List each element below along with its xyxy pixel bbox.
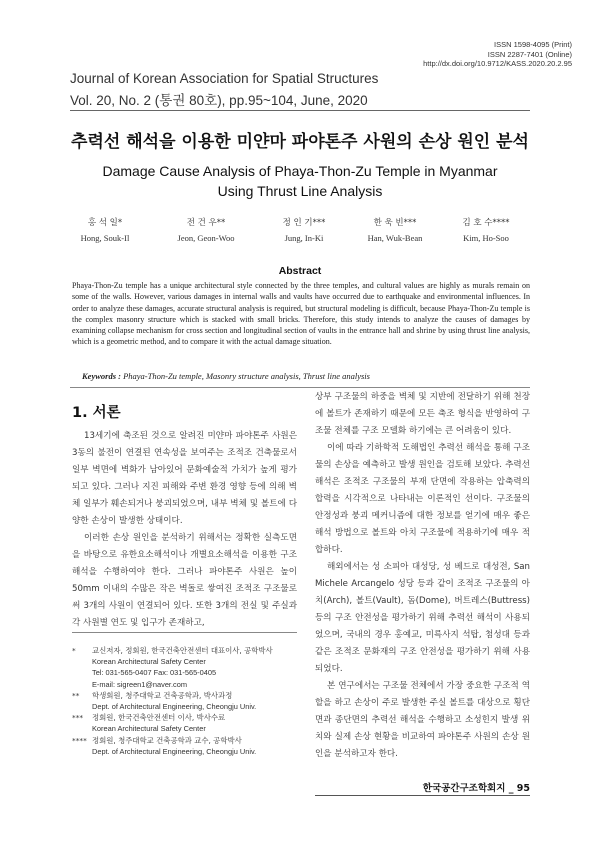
journal-issue: Vol. 20, No. 2 (통권 80호), pp.95~104, June, 2020: [70, 93, 368, 108]
footnote-line: Korean Architectural Safety Center: [92, 724, 206, 734]
issn-block: [423, 40, 572, 69]
paper-title-english-line1: Damage Cause Analysis of Phaya-Thon-Zu Temple in Myanmar: [102, 163, 498, 179]
body-paragraph: 본 연구에서는 구조물 전체에서 가장 중요한 구조적 역할을 하고 손상이 주로 발생한 주실 볼트를 대상으로 횡단면과 종단면의 추력선 해석을 수행하고 소성힌지 발생 위치와 실제 손상 현황을 비교하여 파야톤주 사원의 손상 원인을 분석하고자 한다.: [315, 681, 530, 759]
body-paragraph: 이러한 손상 원인을 분석하기 위해서는 정확한 실측도면을 바탕으로 유한요소해석이나 개별요소해석을 이용한 구조 해석을 수행하여야 한다. 그러나 파야톤주 사원은 높이 50mm 이내의 수많은 작은 벽돌로 쌓여진 조적조 구조물로써 3개의 사원이 연결되어 있다. 또한 3개의 전실 및 주실과 각 사원별 연도 및 입구가 존재하고,: [72, 533, 297, 628]
body-column-left: [72, 428, 297, 632]
abstract-heading: Abstract: [278, 265, 322, 277]
body-paragraph: 해외에서는 성 소피아 대성당, 성 베드로 대성전, San Michele Arcangelo 성당 등과 같이 조적조 구조물의 아치(Arch), 볼트(Vault), 돔(Dome), 버트레스(Buttress) 등의 구조 안전성을 평가하기 위해 추력선 해석이 사용되었으며, 국내의 경우 홍예교, 미륵사지 석탑, 첨성대 등과 같은 조적조 문화재의 구조 안전성을 평가하기 위해 사용되었다.: [315, 562, 530, 674]
footnote-1: [72, 645, 302, 690]
author-1: [55, 216, 155, 243]
author-name-en: Han, Wuk-Bean: [367, 233, 423, 243]
footnote-line: Dept. of Architectural Engineering, Cheongju Univ.: [92, 746, 257, 756]
author-4: [345, 216, 445, 243]
footnotes: [72, 645, 302, 757]
author-name-en: Jeon, Geon-Woo: [177, 233, 235, 243]
doi-link[interactable]: http://dx.doi.org/10.9712/KASS.2020.20.2.95: [423, 59, 572, 68]
page-footer: 한국공간구조학회지 _ 95: [422, 783, 530, 794]
author-5: [436, 216, 536, 243]
paper-title-english-line2: Using Thrust Line Analysis: [217, 183, 383, 199]
author-2: [156, 216, 256, 243]
page-number: 95: [516, 783, 530, 794]
author-name-ko: 김 호 수****: [462, 218, 510, 228]
body-paragraph: 13세기에 축조된 것으로 알려진 미얀마 파야톤주 사원은 3동의 불전이 연결된 연속성을 보여주는 조적조 건축물로서 일부 벽면에 벽화가 남아있어 문화예술적 가치가 높게 평가되고 있다. 그러나 지진 피해와 주변 환경 영향 등에 의해 벽체 일부가 훼손되거나 붕괴되었으며, 내부 벽체 및 볼트에 다양한 손상이 발생한 상태이다.: [72, 431, 297, 526]
footnote-divider: [72, 632, 297, 633]
section-heading-introduction: 1. 서론: [72, 405, 121, 421]
footnote-mark: *: [72, 646, 76, 655]
keywords-divider: [70, 387, 530, 388]
author-name-ko: 홍 석 일*: [87, 218, 123, 228]
footnote-mark: **: [72, 690, 80, 700]
author-name-ko: 정 인 기***: [282, 218, 326, 228]
footnote-line: Tel: 031-565-0407 Fax: 031-565-0405: [92, 668, 217, 678]
footnote-3: [72, 712, 302, 734]
footnote-line: 정회원, 청주대학교 건축공학과 교수, 공학박사: [92, 735, 242, 745]
footnote-line: 학생회원, 청주대학교 건축공학과, 박사과정: [92, 690, 233, 700]
footer-divider: [315, 795, 530, 796]
issn-online: ISSN 2287-7401 (Online): [487, 49, 572, 59]
footnote-line: Korean Architectural Safety Center: [92, 657, 206, 667]
author-name-ko: 한 욱 빈***: [373, 218, 417, 228]
paper-title-korean: 추력선 해석을 이용한 미얀마 파야톤주 사원의 손상 원인 분석: [71, 132, 529, 152]
footnote-2: [72, 690, 302, 712]
footnote-line: Dept. of Architectural Engineering, Cheongju Univ.: [92, 702, 257, 712]
footnote-4: [72, 735, 302, 757]
journal-name: Journal of Korean Association for Spatial Structures: [70, 71, 379, 86]
abstract-text: Phaya-Thon-Zu temple has a unique architectural style connected by the three temples, and cultural values are highly as murals remain on some of the walls. However, various damages in internal walls and vaults have occurred due to earthquake and environmental influences. In order to analyze these damages, accurate structural analysis is required, but structural modeling is difficult, because Phaya-Thon-Zu temple is the complex masonry structure which is stacked with small bricks. Therefore, this study intends to analyze the causes of damages by examining collapse mechanism for cross section and longitudinal section of vaults in the entrance hall and shrine by using thrust line analysis, which is a geometric method, and to compare it with the actual damage situation.: [72, 281, 530, 347]
header-divider: [70, 110, 530, 111]
issn-print: ISSN 1598-4095 (Print): [494, 40, 572, 49]
author-3: [254, 216, 354, 243]
body-paragraph: 이에 따라 기하학적 도해법인 추력선 해석을 통해 구조물의 손상을 예측하고 발생 원인을 검토해 보았다. 추력선 해석은 조적조 구조물의 부재 단면에 작용하는 압축력의 합력을 시각적으로 나타내는 이론적인 선이다. 구조물의 안정성과 붕괴 메커니즘에 대한 정보를 얻기에 매우 좋은 해석 방법으로 볼트와 아치 구조물에 적용하기에 매우 적합하다.: [315, 443, 530, 555]
keywords-text: Phaya-Thon-Zu temple, Masonry structure analysis, Thrust line analysis: [123, 371, 370, 381]
keywords: [82, 371, 370, 381]
author-name-en: Jung, In-Ki: [284, 233, 324, 243]
author-name-en: Kim, Ho-Soo: [463, 233, 509, 243]
keywords-label: Keywords :: [82, 371, 121, 381]
footnote-mark: ***: [72, 713, 84, 723]
footnote-line: 정회원, 한국건축안전센터 이사, 박사수료: [92, 713, 226, 723]
body-paragraph: 상부 구조물의 하중을 벽체 및 지반에 전달하기 위해 천장에 볼트가 존재하기 때문에 모든 축조 형식을 반영하여 구조물 전체를 구조 모델화 하기에는 큰 어려움이 있다.: [315, 392, 530, 436]
author-name-en: Hong, Souk-Il: [80, 233, 130, 243]
footer-journal-name: 한국공간구조학회지: [422, 783, 506, 794]
body-column-right: [315, 389, 530, 763]
footnote-line: 교신저자, 정회원, 한국건축안전센터 대표이사, 공학박사: [92, 646, 273, 655]
author-name-ko: 전 건 우**: [186, 218, 226, 228]
footnote-mark: ****: [72, 735, 87, 745]
footnote-email[interactable]: E-mail: sigreen1@naver.com: [92, 679, 187, 689]
